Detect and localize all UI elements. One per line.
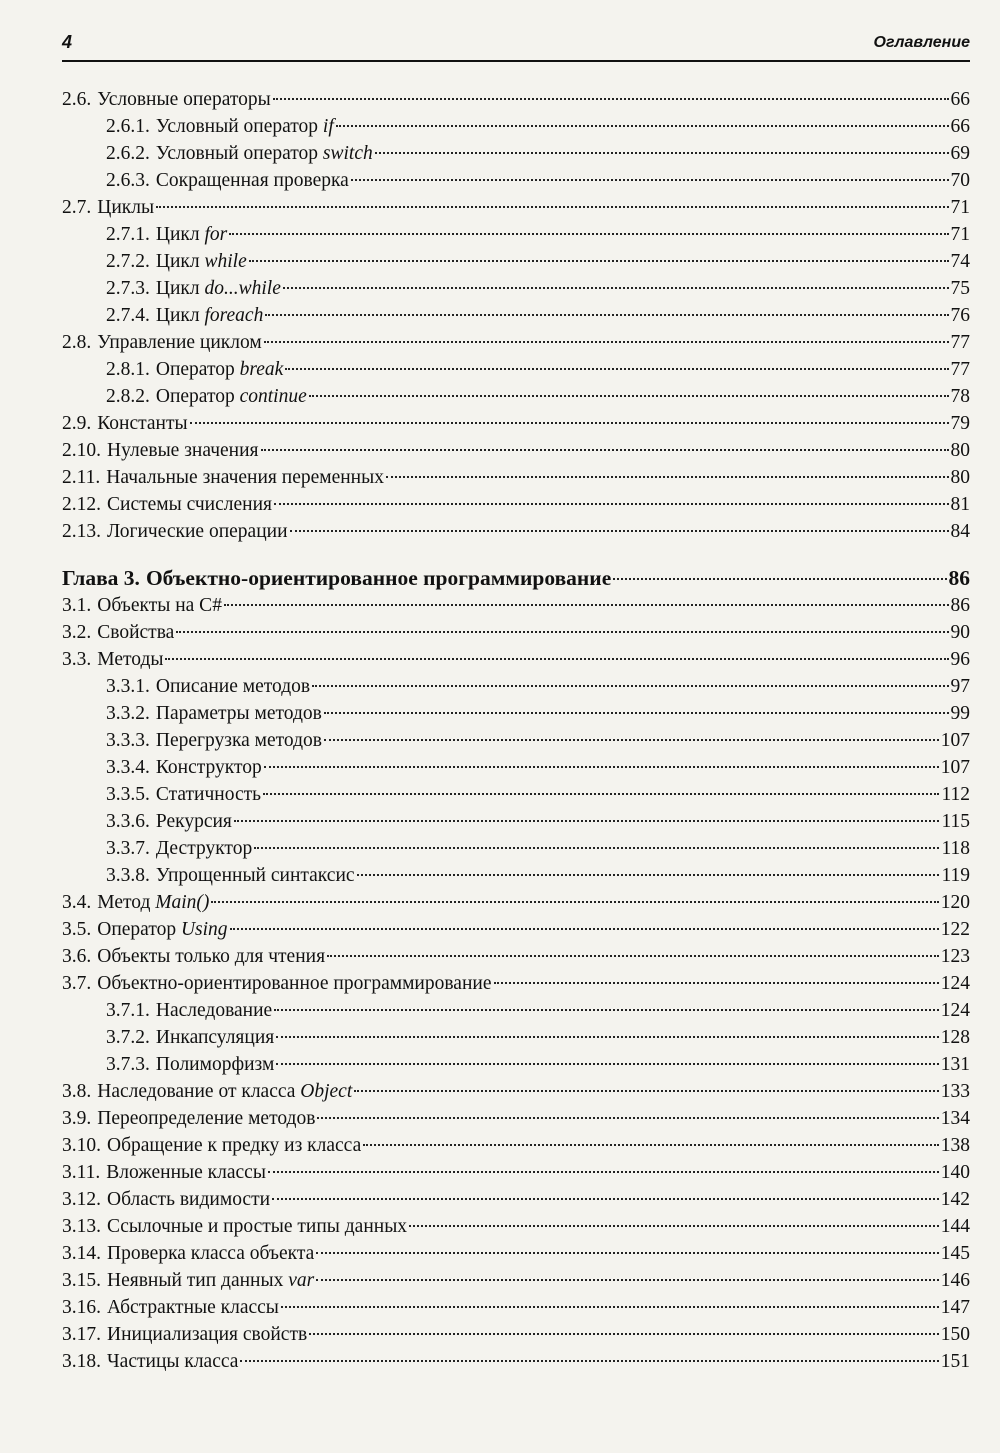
toc-entry — [62, 781, 970, 808]
toc-entry-page: 78 — [950, 386, 970, 407]
toc-dot-leader — [249, 260, 949, 262]
toc-dot-leader — [290, 530, 949, 532]
toc-entry-title: Инициализация свойств — [107, 1324, 308, 1345]
toc-dot-leader — [375, 152, 949, 154]
toc-entry-title: Константы — [97, 413, 188, 434]
toc-entry — [62, 437, 970, 464]
toc-entry-page: 107 — [940, 757, 970, 778]
toc-entry-number: 2.8. — [62, 332, 92, 353]
toc-entry-title: Цикл for — [155, 224, 228, 245]
toc-dot-leader — [309, 1333, 939, 1335]
toc-entry-page: 118 — [941, 838, 970, 859]
toc-entry — [62, 167, 970, 194]
toc-entry-number: 3.16. — [62, 1297, 101, 1318]
toc-entry-number: 2.8.2. — [106, 386, 150, 407]
toc-dot-leader — [261, 449, 949, 451]
toc-dot-leader — [156, 206, 948, 208]
toc-entry-number: 2.7.1. — [106, 224, 150, 245]
toc-dot-leader — [283, 287, 949, 289]
toc-dot-leader — [240, 1360, 938, 1362]
toc-entry-title: Метод Main() — [97, 892, 210, 913]
toc-entry — [62, 808, 970, 835]
toc-entry-number: 3.6. — [62, 946, 92, 967]
toc-dot-leader — [254, 847, 939, 849]
toc-entry-page: 144 — [940, 1216, 970, 1237]
toc-entry-number: 3.3.5. — [106, 784, 150, 805]
toc-entry — [62, 140, 970, 167]
toc-entry-title: Условные операторы — [97, 89, 271, 110]
toc-entry-title: Цикл foreach — [155, 305, 264, 326]
toc-entry-page: 79 — [950, 413, 970, 434]
toc-entry-code: var — [288, 1270, 315, 1291]
toc-entry-page: 81 — [950, 494, 970, 515]
page-number: 4 — [62, 32, 73, 52]
toc-entry-title: Вложенные классы — [106, 1162, 266, 1183]
page-header — [62, 30, 970, 62]
toc-entry — [62, 194, 970, 221]
toc-entry-page: 70 — [950, 170, 970, 191]
toc-entry-code: Using — [180, 919, 228, 940]
running-title: Оглавление — [873, 34, 970, 51]
toc-dot-leader — [309, 395, 949, 397]
toc-dot-leader — [285, 368, 948, 370]
toc-entry-title: Объекты на C# — [97, 595, 222, 616]
toc-dot-leader — [324, 712, 949, 714]
toc-entry-page: 120 — [940, 892, 970, 913]
toc-entry — [62, 248, 970, 275]
toc-entry-title: Сокращенная проверка — [155, 170, 349, 191]
toc-entry — [62, 1051, 970, 1078]
toc-entry-title: Обращение к предку из класса — [107, 1135, 362, 1156]
toc-entry — [62, 518, 970, 545]
toc-entry-number: 3.3.3. — [106, 730, 150, 751]
toc-entry-title: Ссылочные и простые типы данных — [107, 1216, 408, 1237]
toc-entry — [62, 619, 970, 646]
toc-entry — [62, 113, 970, 140]
toc-entry-number: 2.6. — [62, 89, 92, 110]
toc-entry-page: 140 — [940, 1162, 970, 1183]
toc-entry — [62, 1078, 970, 1105]
toc-entry — [62, 916, 970, 943]
toc-entry-title: Абстрактные классы — [107, 1297, 279, 1318]
toc-entry-number: 3.15. — [62, 1270, 101, 1291]
toc-entry-number: 2.11. — [62, 467, 101, 488]
toc-entry-page: 150 — [940, 1324, 970, 1345]
toc-entry-title: Циклы — [97, 197, 155, 218]
toc-dot-leader — [274, 1009, 939, 1011]
toc-entry-title: Оператор continue — [155, 386, 307, 407]
toc-entry — [62, 1267, 970, 1294]
toc-dot-leader — [324, 739, 939, 741]
toc-entry-number: 2.6.1. — [106, 116, 150, 137]
toc-entry-page: 74 — [950, 251, 970, 272]
toc-entry-page: 80 — [950, 440, 970, 461]
toc-dot-leader — [234, 820, 940, 822]
toc-entry-number: 3.2. — [62, 622, 92, 643]
toc-dot-leader — [409, 1225, 939, 1227]
toc-entry-title: Статичность — [155, 784, 262, 805]
toc-entry — [62, 673, 970, 700]
toc-entry-title: Конструктор — [155, 757, 262, 778]
toc-entry-code: foreach — [204, 305, 264, 326]
toc-entry — [62, 835, 970, 862]
toc-entry-page: 86 — [948, 566, 970, 590]
toc-entry-number: 3.17. — [62, 1324, 101, 1345]
toc-dot-leader — [316, 1252, 938, 1254]
toc-entry — [62, 592, 970, 619]
toc-dot-leader — [494, 982, 939, 984]
toc-entry — [62, 700, 970, 727]
toc-entry — [62, 1186, 970, 1213]
toc-entry-title: Проверка класса объекта — [107, 1243, 315, 1264]
toc-dot-leader — [386, 476, 949, 478]
toc-entry-page: 75 — [950, 278, 970, 299]
toc-dot-leader — [327, 955, 939, 957]
toc-dot-leader — [272, 1198, 939, 1200]
toc-entry-page: 69 — [950, 143, 970, 164]
toc-entry — [62, 727, 970, 754]
toc-entry-code: continue — [239, 386, 307, 407]
toc-entry-title: Свойства — [97, 622, 175, 643]
toc-dot-leader — [316, 1279, 939, 1281]
toc-entry-number: 3.7.2. — [106, 1027, 150, 1048]
toc-entry-page: 99 — [950, 703, 970, 724]
toc-dot-leader — [274, 503, 949, 505]
toc-entry-page: 77 — [950, 332, 970, 353]
toc-entry — [62, 1159, 970, 1186]
toc-dot-leader — [273, 98, 949, 100]
toc-entry-title: Оператор break — [155, 359, 284, 380]
toc-entry-title: Неявный тип данных var — [107, 1270, 315, 1291]
toc-entry-title: Упрощенный синтаксис — [155, 865, 355, 886]
toc-entry-title: Параметры методов — [155, 703, 322, 724]
toc-entry-number: 3.18. — [62, 1351, 101, 1372]
toc-entry-number: 2.6.2. — [106, 143, 150, 164]
toc-entry-number: 3.3. — [62, 649, 92, 670]
toc-entry — [62, 889, 970, 916]
toc-entry-number: Глава 3. — [62, 566, 140, 590]
toc-entry-title: Нулевые значения — [107, 440, 259, 461]
toc-dot-leader — [312, 685, 948, 687]
toc-entry-title: Управление циклом — [97, 332, 262, 353]
toc-entry-page: 151 — [940, 1351, 970, 1372]
toc-entry-number: 3.7.1. — [106, 1000, 150, 1021]
toc-entry — [62, 754, 970, 781]
toc-entry — [62, 943, 970, 970]
toc-entry — [62, 275, 970, 302]
toc-entry-code: break — [239, 359, 284, 380]
toc-entry-page: 124 — [940, 1000, 970, 1021]
toc-entry-number: 2.12. — [62, 494, 101, 515]
table-of-contents — [62, 86, 970, 1375]
toc-entry-title: Частицы класса — [107, 1351, 239, 1372]
toc-entry — [62, 862, 970, 889]
toc-entry-page: 134 — [940, 1108, 970, 1129]
toc-entry-number: 3.14. — [62, 1243, 101, 1264]
toc-entry-number: 2.13. — [62, 521, 101, 542]
toc-entry-code: Object — [300, 1081, 353, 1102]
toc-entry-number: 2.9. — [62, 413, 92, 434]
toc-dot-leader — [263, 793, 939, 795]
toc-entry-title: Объекты только для чтения — [97, 946, 326, 967]
toc-entry-page: 77 — [950, 359, 970, 380]
toc-entry — [62, 410, 970, 437]
toc-dot-leader — [264, 341, 949, 343]
toc-entry-page: 115 — [941, 811, 970, 832]
toc-entry-title: Деструктор — [155, 838, 253, 859]
toc-dot-leader — [351, 179, 949, 181]
toc-entry-page: 90 — [950, 622, 970, 643]
toc-dot-leader — [276, 1036, 939, 1038]
toc-entry-number: 3.3.4. — [106, 757, 150, 778]
toc-entry-title: Переопределение методов — [97, 1108, 316, 1129]
toc-entry-page: 97 — [950, 676, 970, 697]
toc-dot-leader — [264, 766, 939, 768]
toc-entry-number: 2.10. — [62, 440, 101, 461]
toc-entry — [62, 464, 970, 491]
toc-entry-number: 3.3.6. — [106, 811, 150, 832]
toc-entry-page: 119 — [941, 865, 970, 886]
toc-entry-code: while — [204, 251, 247, 272]
toc-entry-code: do...while — [204, 278, 281, 299]
toc-entry-title: Оператор Using — [97, 919, 228, 940]
toc-dot-leader — [165, 658, 948, 660]
toc-dot-leader — [354, 1090, 938, 1092]
toc-entry-title: Объектно-ориентированное программирование — [97, 973, 492, 994]
toc-entry-title: Наследование — [155, 1000, 273, 1021]
toc-entry-number: 3.4. — [62, 892, 92, 913]
toc-entry-title: Полиморфизм — [155, 1054, 275, 1075]
toc-entry-code: if — [322, 116, 334, 137]
toc-entry-number: 2.7.2. — [106, 251, 150, 272]
toc-entry — [62, 491, 970, 518]
toc-entry-title: Условный оператор if — [155, 116, 334, 137]
toc-entry-number: 3.3.7. — [106, 838, 150, 859]
toc-entry-page: 112 — [941, 784, 970, 805]
toc-entry — [62, 1294, 970, 1321]
toc-entry-title: Перегрузка методов — [155, 730, 322, 751]
toc-entry-page: 147 — [940, 1297, 970, 1318]
toc-entry — [62, 970, 970, 997]
toc-entry-title: Цикл do...while — [155, 278, 281, 299]
toc-entry-title: Логические операции — [107, 521, 288, 542]
toc-entry-page: 66 — [950, 116, 970, 137]
toc-entry — [62, 1132, 970, 1159]
toc-entry-number: 2.7. — [62, 197, 92, 218]
toc-entry-number: 3.10. — [62, 1135, 101, 1156]
toc-entry — [62, 646, 970, 673]
toc-entry-page: 133 — [940, 1081, 970, 1102]
toc-dot-leader — [229, 233, 948, 235]
toc-entry-page: 124 — [940, 973, 970, 994]
toc-entry-title: Методы — [97, 649, 164, 670]
toc-entry-number: 3.5. — [62, 919, 92, 940]
toc-dot-leader — [281, 1306, 939, 1308]
toc-entry-number: 3.13. — [62, 1216, 101, 1237]
toc-dot-leader — [276, 1063, 938, 1065]
toc-entry-number: 3.3.8. — [106, 865, 150, 886]
toc-entry-page: 76 — [950, 305, 970, 326]
toc-dot-leader — [176, 631, 948, 633]
toc-entry-code: Main() — [155, 892, 210, 913]
toc-entry-title: Рекурсия — [155, 811, 232, 832]
toc-entry-page: 138 — [940, 1135, 970, 1156]
toc-entry-page: 146 — [940, 1270, 970, 1291]
toc-entry-number: 2.8.1. — [106, 359, 150, 380]
toc-dot-leader — [357, 874, 940, 876]
toc-entry-title: Описание методов — [155, 676, 311, 697]
toc-entry-number: 3.1. — [62, 595, 92, 616]
toc-entry-number: 2.7.3. — [106, 278, 150, 299]
toc-entry-page: 131 — [940, 1054, 970, 1075]
toc-dot-leader — [230, 928, 939, 930]
toc-entry-page: 71 — [950, 224, 970, 245]
toc-entry-page: 80 — [950, 467, 970, 488]
toc-entry-number: 3.9. — [62, 1108, 92, 1129]
toc-entry — [62, 1348, 970, 1375]
toc-entry — [62, 1321, 970, 1348]
toc-entry — [62, 86, 970, 113]
toc-chapter-entry — [62, 565, 970, 592]
toc-entry-number: 3.3.1. — [106, 676, 150, 697]
toc-entry — [62, 221, 970, 248]
toc-entry-page: 128 — [940, 1027, 970, 1048]
toc-entry-page: 107 — [940, 730, 970, 751]
toc-entry-title: Цикл while — [155, 251, 247, 272]
toc-dot-leader — [265, 314, 948, 316]
toc-entry-code: for — [204, 224, 228, 245]
toc-entry-page: 66 — [950, 89, 970, 110]
toc-entry-page: 86 — [950, 595, 970, 616]
toc-entry — [62, 356, 970, 383]
toc-entry-title: Условный оператор switch — [155, 143, 373, 164]
toc-entry — [62, 1105, 970, 1132]
toc-entry — [62, 997, 970, 1024]
toc-entry-title: Наследование от класса Object — [97, 1081, 353, 1102]
toc-dot-leader — [613, 578, 946, 580]
toc-entry-page: 122 — [940, 919, 970, 940]
toc-entry-page: 123 — [940, 946, 970, 967]
toc-entry-page: 84 — [950, 521, 970, 542]
toc-entry — [62, 1213, 970, 1240]
toc-entry — [62, 1024, 970, 1051]
toc-dot-leader — [190, 422, 949, 424]
toc-entry-code: switch — [322, 143, 373, 164]
toc-entry-number: 3.3.2. — [106, 703, 150, 724]
toc-entry-title: Область видимости — [107, 1189, 271, 1210]
toc-dot-leader — [211, 901, 938, 903]
toc-entry — [62, 329, 970, 356]
toc-entry-title: Системы счисления — [107, 494, 272, 515]
toc-entry-page: 142 — [940, 1189, 970, 1210]
toc-dot-leader — [268, 1171, 939, 1173]
toc-entry-title: Объектно-ориентированное программирование — [145, 566, 612, 590]
toc-entry-number: 3.7. — [62, 973, 92, 994]
toc-entry-number: 3.12. — [62, 1189, 101, 1210]
toc-entry-title: Начальные значения переменных — [106, 467, 384, 488]
toc-entry-number: 3.7.3. — [106, 1054, 150, 1075]
toc-dot-leader — [224, 604, 949, 606]
toc-entry-number: 2.6.3. — [106, 170, 150, 191]
toc-dot-leader — [317, 1117, 938, 1119]
toc-dot-leader — [363, 1144, 939, 1146]
toc-dot-leader — [336, 125, 949, 127]
toc-entry-page: 71 — [950, 197, 970, 218]
toc-entry-page: 145 — [940, 1243, 970, 1264]
toc-entry-page: 96 — [950, 649, 970, 670]
toc-entry — [62, 1240, 970, 1267]
toc-entry — [62, 302, 970, 329]
toc-entry-number: 2.7.4. — [106, 305, 150, 326]
toc-entry-number: 3.11. — [62, 1162, 101, 1183]
toc-entry-title: Инкапсуляция — [155, 1027, 275, 1048]
toc-entry-number: 3.8. — [62, 1081, 92, 1102]
toc-entry — [62, 383, 970, 410]
